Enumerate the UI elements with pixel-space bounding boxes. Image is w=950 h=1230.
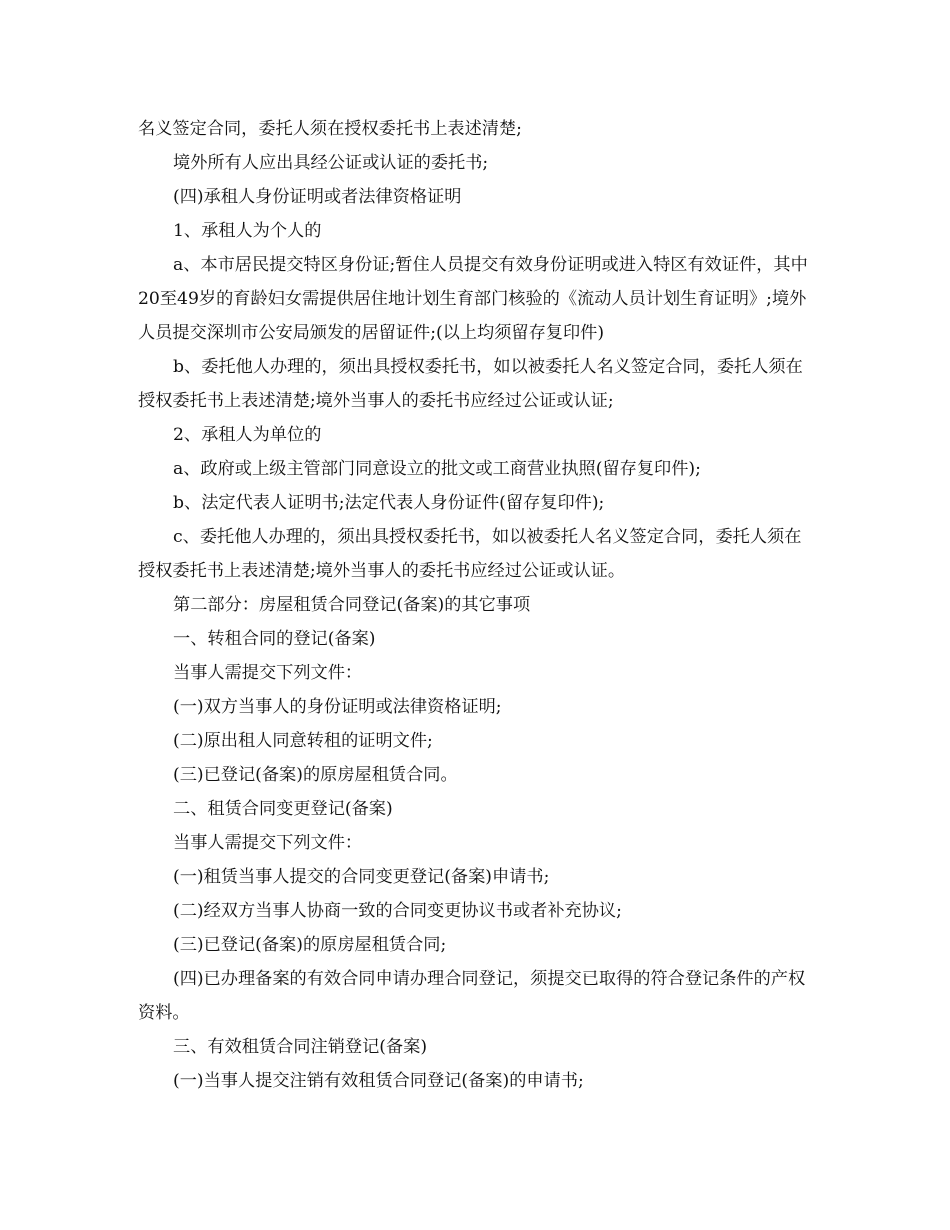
list-item: (一)租赁当事人提交的合同变更登记(备案)申请书; [173, 867, 550, 887]
section-heading: 三、有效租赁合同注销登记(备案) [173, 1037, 428, 1057]
paragraph: c、委托他人办理的，须出具授权委托书，如以被委托人名义签定合同，委托人须在授权委托书上表述清楚;境外当事人的委托书应经过公证或认证。 [138, 527, 802, 581]
paragraph: a、本市居民提交特区身份证;暂住人员提交有效身份证明或进入特区有效证件，其中20至49岁的育龄妇女需提供居住地计划生育部门核验的《流动人员计划生育证明》;境外人员提交深圳市公安局颁发的居留证件;(以上均须留存复印件) [138, 255, 808, 343]
list-item: (三)已登记(备案)的原房屋租赁合同。 [173, 765, 458, 785]
list-item: (二)经双方当事人协商一致的合同变更协议书或者补充协议; [173, 901, 622, 921]
paragraph: 名义签定合同，委托人须在授权委托书上表述清楚; [138, 119, 522, 139]
section-heading: 一、转租合同的登记(备案) [173, 629, 376, 649]
paragraph: 当事人需提交下列文件： [173, 833, 363, 853]
list-item: (二)原出租人同意转租的证明文件; [173, 731, 433, 751]
list-item: (三)已登记(备案)的原房屋租赁合同; [173, 935, 447, 955]
section-heading: (四)承租人身份证明或者法律资格证明 [173, 187, 462, 207]
paragraph: 境外所有人应出具经公证或认证的委托书; [173, 153, 489, 173]
paragraph: 当事人需提交下列文件： [173, 663, 363, 683]
list-item: (一)当事人提交注销有效租赁合同登记(备案)的申请书; [173, 1071, 584, 1091]
paragraph: b、法定代表人证明书;法定代表人身份证件(留存复印件); [173, 493, 605, 513]
paragraph: b、委托他人办理的，须出具授权委托书，如以被委托人名义签定合同，委托人须在授权委托书上表述清楚;境外当事人的委托书应经过公证或认证; [138, 357, 803, 411]
subsection-heading: 2、承租人为单位的 [173, 425, 322, 445]
document-body [138, 112, 814, 1098]
part-heading: 第二部分：房屋租赁合同登记(备案)的其它事项 [173, 595, 531, 615]
list-item: (四)已办理备案的有效合同申请办理合同登记，须提交已取得的符合登记条件的产权资料。 [138, 969, 806, 1023]
paragraph: a、政府或上级主管部门同意设立的批文或工商营业执照(留存复印件); [173, 459, 701, 479]
list-item: (一)双方当事人的身份证明或法律资格证明; [173, 697, 502, 717]
subsection-heading: 1、承租人为个人的 [173, 221, 322, 241]
section-heading: 二、租赁合同变更登记(备案) [173, 799, 393, 819]
